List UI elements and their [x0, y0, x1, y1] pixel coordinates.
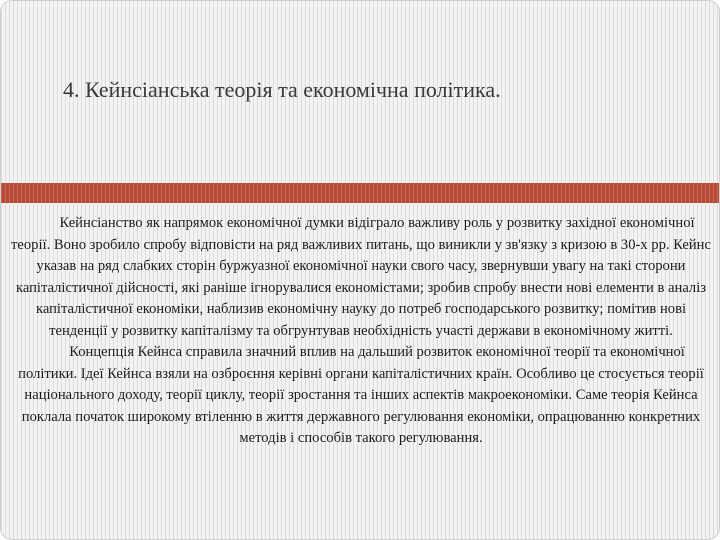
slide-body	[9, 213, 713, 450]
body-paragraph-2: Концепція Кейнса справила значний вплив на дальший розвиток економічної теорії та економічної політики. Ідеї Кейнса взяли на озброєння керівні органи капіталістичних країн. Особливо це стосується теорії національного доходу, теорії циклу, теорії зростання та інших аспектів макроекономіки. Саме теорія Кейнса поклала початок широкому втіленню в життя державного регулювання економіки, опрацюванню конкретних методів і способів такого регулювання.	[18, 344, 704, 446]
title-area	[1, 1, 720, 183]
body-paragraph-1: Кейнсіанство як напрямок економічної думки відіграло важливу роль у розвитку західної економічної теорії. Воно зробило спробу відповісти на ряд важливих питань, що виникли у зв'язку з кризою в 30-х рр. Кейнс указав на ряд слабких сторін буржуазної економічної науки свого часу, звернувши увагу на такі сторони капіталістичної дійсності, які раніше ігнорувалися економістами; зробив спробу внести нові елементи в аналіз капіталістичної економіки, наблизив економічну науку до потреб господарського розвитку; помітив нові тенденції у розвитку капіталізму та обгрунтував необхідність участі держави в економічному житті.	[11, 215, 711, 339]
title-divider-bar	[1, 183, 720, 203]
slide-title: 4. Кейнсіанська теорія та економічна політика.	[63, 77, 501, 102]
